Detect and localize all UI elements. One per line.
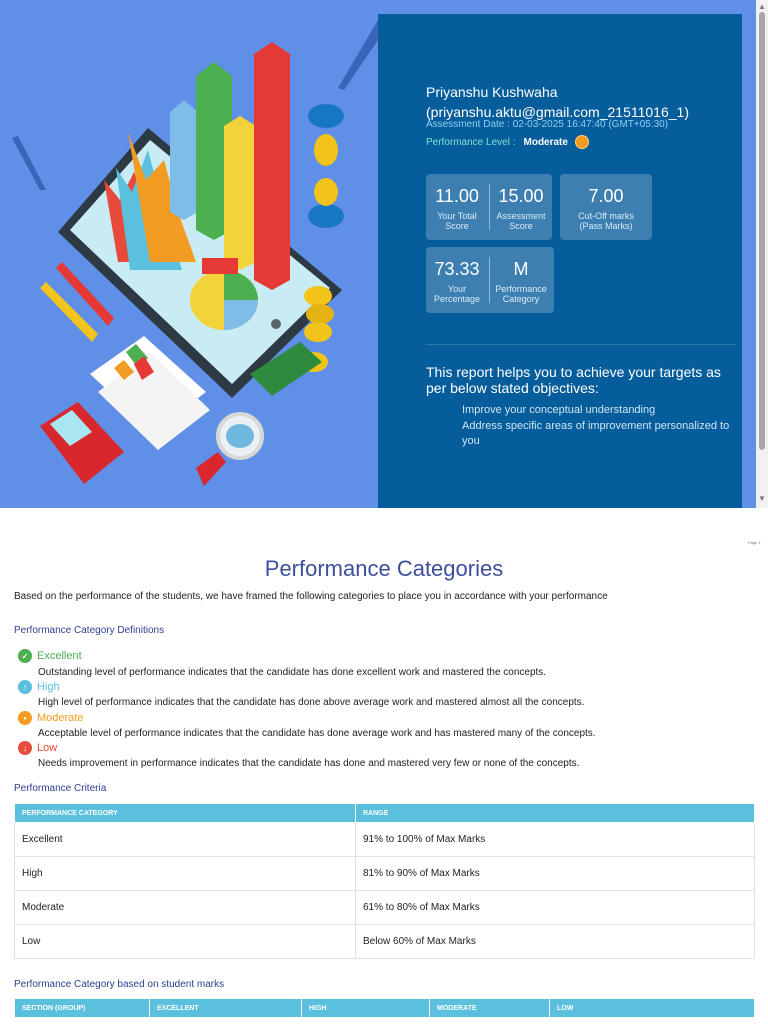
section-title: Performance Categories (264, 556, 504, 581)
report-hero (0, 0, 756, 508)
page-number: Page 1 (748, 540, 761, 545)
magnifier-icon (196, 414, 262, 486)
your-percentage: 73.33 Your Percentage (433, 259, 481, 304)
category-low: ↓ Low (18, 741, 57, 755)
column-header: RANGE (356, 804, 755, 823)
total-score: 11.00 Your Total Score (435, 186, 479, 231)
column-header: SECTION (GROUP) (15, 999, 150, 1018)
column-header: HIGH (302, 999, 430, 1018)
hourglass-icon (308, 104, 344, 228)
candidate-summary-panel (378, 14, 742, 508)
calculator-icon (40, 402, 124, 484)
score-card (426, 174, 552, 240)
objective-item: Improve your conceptual understanding (462, 404, 656, 416)
hero-illustration (0, 0, 378, 508)
category-moderate: • Moderate (18, 711, 83, 725)
criteria-table (14, 803, 755, 959)
assessment-date: Assessment Date : 02-03-2025 16:47:40 (GMT+05:30) (426, 119, 669, 130)
candidate-email-id: (priyanshu.aktu@gmail.com_21511016_1) (426, 104, 689, 120)
column-header: LOW (550, 999, 755, 1018)
category-description: Needs improvement in performance indicates that the candidate has done and mastered very few or none of the concepts. (38, 758, 580, 769)
definitions-heading: Performance Category Definitions (14, 625, 165, 636)
scroll-down-arrow-icon[interactable]: ▼ (758, 494, 766, 503)
objective-item: Address specific areas of improvement personalized to you (462, 420, 730, 447)
performance-level-value: Moderate (523, 136, 568, 148)
table-row: Low Below 60% of Max Marks (15, 925, 755, 959)
report-intro: This report helps you to achieve your targets as per below stated objectives: (426, 364, 721, 396)
divider (426, 344, 736, 345)
table-row: Excellent 91% to 100% of Max Marks (15, 823, 755, 857)
scroll-up-arrow-icon[interactable]: ▲ (758, 2, 766, 11)
column-header: EXCELLENT (150, 999, 302, 1018)
table-row: High 81% to 90% of Max Marks (15, 857, 755, 891)
performance-category-code: M Performance Category (495, 259, 547, 304)
table-row: Moderate 61% to 80% of Max Marks (15, 891, 755, 925)
percentage-card (426, 247, 554, 313)
marks-table (14, 998, 755, 1018)
category-description: High level of performance indicates that the candidate has done above average work and mastered almost all the concepts. (38, 697, 585, 708)
marks-heading: Performance Category based on student marks (14, 979, 225, 990)
category-description: Outstanding level of performance indicates that the candidate has done excellent work and mastered the concepts. (38, 667, 547, 678)
high-icon: ↑ (18, 680, 32, 694)
category-description: Acceptable level of performance indicates that the candidate has done average work and has mastered many of the concepts. (38, 728, 596, 739)
category-high: ↑ High (18, 680, 60, 694)
low-icon: ↓ (18, 741, 32, 755)
excellent-icon: ✓ (18, 649, 32, 663)
column-header: MODERATE (430, 999, 550, 1018)
moderate-badge-icon (575, 135, 589, 149)
section-intro: Based on the performance of the students, we have framed the following categories to place you in accordance with your performance (14, 591, 608, 602)
criteria-heading: Performance Criteria (14, 783, 107, 794)
moderate-icon: • (18, 711, 32, 725)
cutoff-card (560, 174, 652, 240)
category-excellent: ✓ Excellent (18, 649, 82, 663)
assessment-score: 15.00 Assessment Score (496, 186, 546, 231)
candidate-name: Priyanshu Kushwaha (426, 84, 558, 100)
cutoff-marks: 7.00 Cut-Off marks (Pass Marks) (578, 186, 634, 231)
column-header: PERFORMANCE CATEGORY (15, 804, 356, 823)
performance-level (426, 135, 589, 149)
performance-level-label: Performance Level : (426, 136, 516, 148)
scrollbar-thumb[interactable] (759, 12, 765, 450)
